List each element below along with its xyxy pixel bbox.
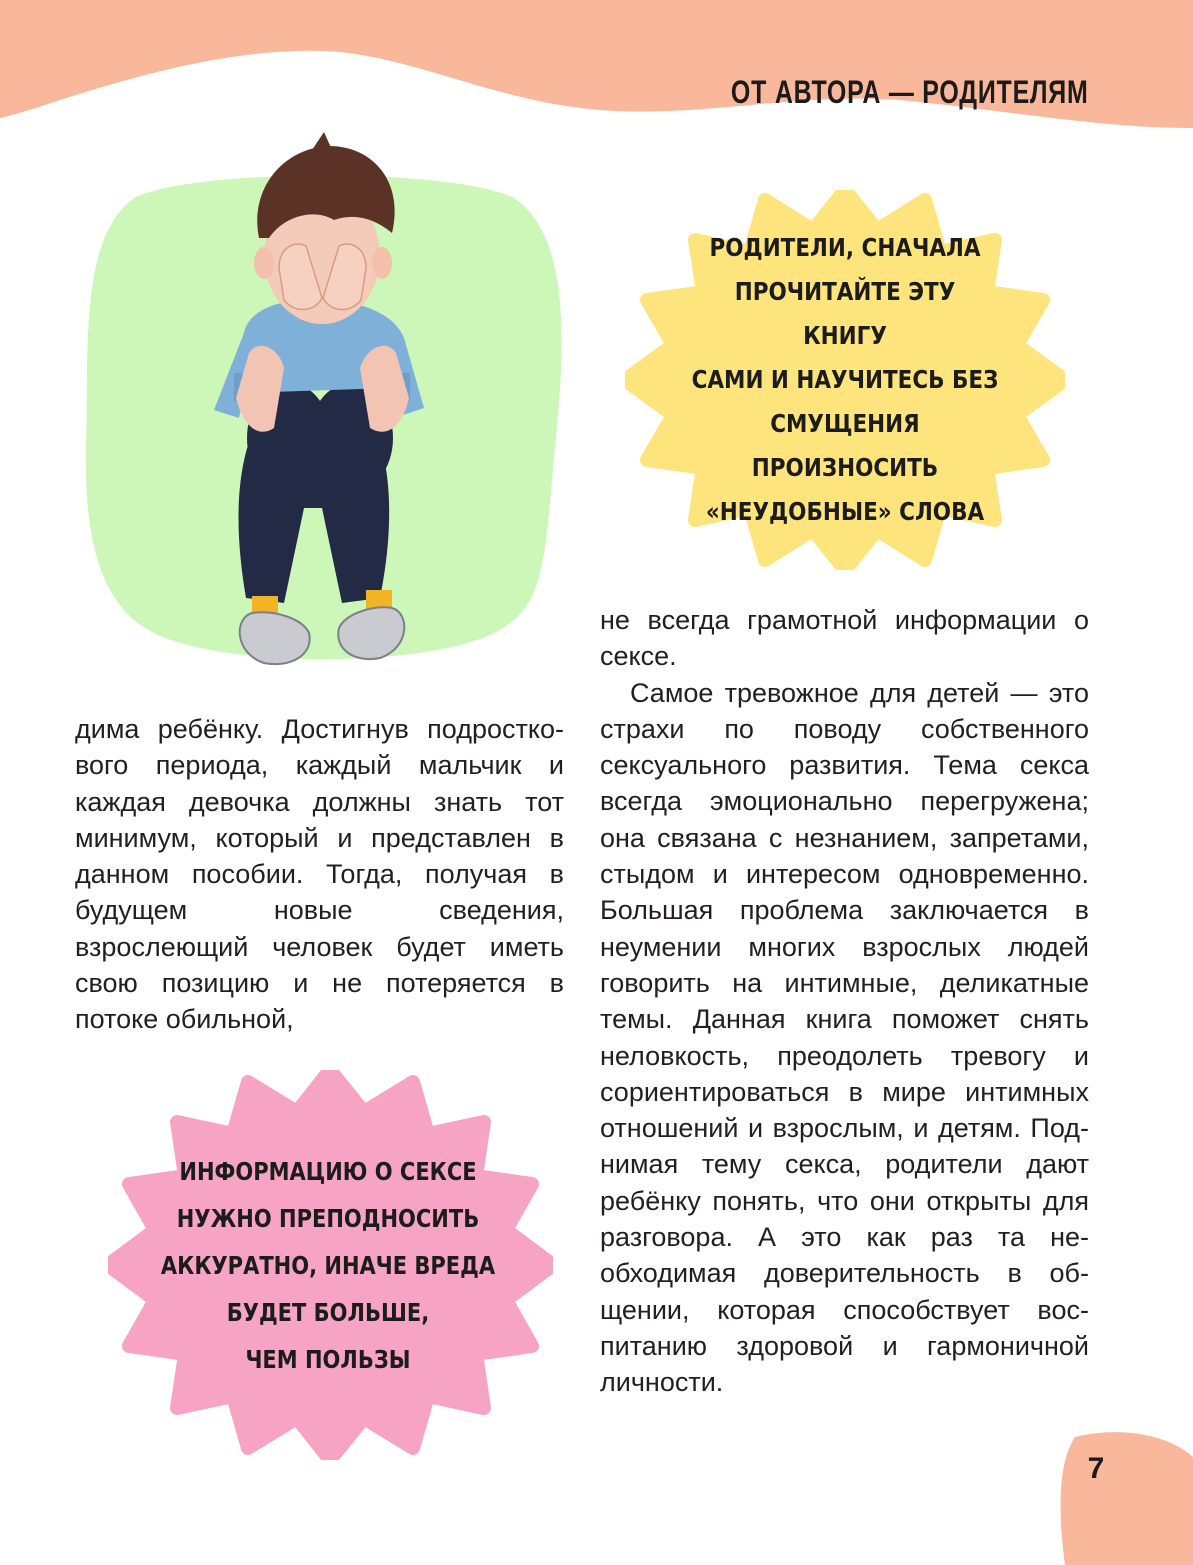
callout-bottom [108, 1070, 553, 1460]
callout-bottom-text [160, 1130, 496, 1400]
paragraph: дима ребёнку. Достигнув подросткового периода, каждый мальчик и каждая девочка должны знать тот минимум, который и представлен в данном пособии. Тогда, получая в будущем новые сведения, взрослеющий человек будет иметь свою позицию и не потеряется в потоке обильной, [75, 714, 564, 1035]
callout-bottom-line: НУЖНО ПРЕПОДНОСИТЬ [176, 1203, 480, 1233]
callout-top-line: ПРОЧИТАЙТЕ ЭТУ КНИГУ [734, 277, 956, 350]
callout-top-line: РОДИТЕЛИ, СНАЧАЛА [709, 233, 981, 262]
callout-top [625, 190, 1065, 570]
body-right-column [600, 602, 1089, 1401]
callout-top-line: САМИ И НАУЧИТЕСЬ БЕЗ [691, 365, 999, 394]
boy-illustration [74, 128, 574, 688]
callout-top-line: СМУЩЕНИЯ ПРОИЗНОСИТЬ [751, 409, 939, 482]
callout-bottom-line: АККУРАТНО, ИНАЧЕ ВРЕДА [160, 1250, 496, 1280]
callout-top-text [690, 233, 1000, 526]
callout-bottom-line: ИНФОРМАЦИЮ О СЕКСЕ [179, 1156, 477, 1186]
callout-bottom-line: ЧЕМ ПОЛЬЗЫ [245, 1344, 411, 1374]
callout-bottom-line: БУДЕТ БОЛЬШЕ, [226, 1297, 430, 1327]
page-number-tab [1055, 1427, 1193, 1565]
paragraph: Самое тревожное для детей — это страхи по поводу собственного сексуального развития. Тема секса всегда эмоционально перегружена; она связана с незнанием, запретами, стыдом и интересом одновременно. Большая проблема заключается в неумении многих взрослых людей говорить на интимные, деликатные темы. Данная книга поможет снять неловкость, преодолеть тревогу и сориентироваться в мире интимных отношений и взрослым, и детям. Поднимая тему секса, родители дают ребёнку понять, что они открыты для разговора. А это как раз та необходимая доверительность в общении, которая способствует воспитанию здоровой и гармоничной личности. [600, 677, 1089, 1398]
paragraph: не всегда грамотной информации о сексе. [600, 605, 1089, 672]
callout-top-line: «НЕУДОБНЫЕ» СЛОВА [705, 497, 985, 526]
page-number: 7 [1087, 1452, 1105, 1485]
body-left-column [75, 711, 564, 1038]
section-title: ОТ АВТОРА — РОДИТЕЛЯМ [731, 74, 1089, 110]
